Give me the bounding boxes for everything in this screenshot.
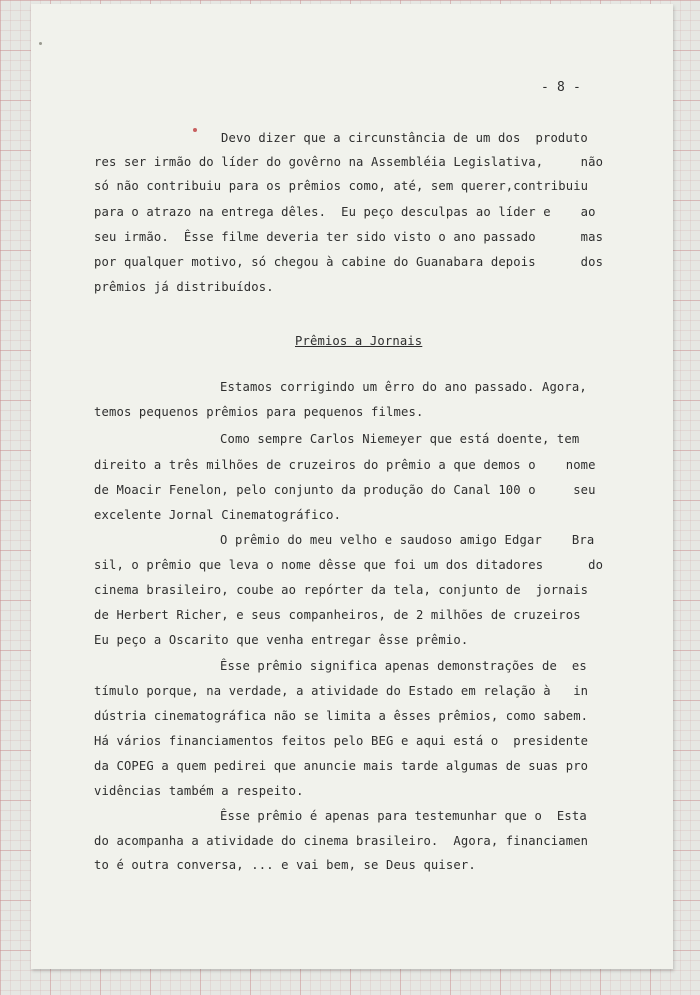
paragraph-6-line-3: to é outra conversa, ... e vai bem, se Deus quiser. [94, 858, 476, 872]
paragraph-5-line-6: vidências também a respeito. [94, 784, 304, 798]
paragraph-4-line-4: de Herbert Richer, e seus companheiros, de 2 milhões de cruzeiros [94, 608, 581, 622]
page-number: - 8 - [541, 80, 581, 95]
paragraph-3-line-4: excelente Jornal Cinematográfico. [94, 508, 342, 522]
paragraph-2-line-2: temos pequenos prêmios para pequenos filmes. [94, 405, 424, 419]
document-page [31, 4, 673, 969]
paragraph-4-line-5: Eu peço a Oscarito que venha entregar êsse prêmio. [94, 633, 469, 647]
paragraph-1-line-4: para o atrazo na entrega dêles. Eu peço desculpas ao líder e ao [94, 205, 596, 219]
paragraph-3-line-1: Como sempre Carlos Niemeyer que está doente, tem [220, 432, 580, 446]
paragraph-3-line-2: direito a três milhões de cruzeiros do prêmio a que demos o nome [94, 458, 596, 472]
paragraph-5-line-5: da COPEG a quem pedirei que anuncie mais tarde algumas de suas pro [94, 759, 589, 773]
paragraph-5-line-2: tímulo porque, na verdade, a atividade do Estado em relação à in [94, 684, 589, 698]
paragraph-2-line-1: Estamos corrigindo um êrro do ano passado. Agora, [220, 380, 587, 394]
paragraph-6-line-1: Êsse prêmio é apenas para testemunhar que o Esta [220, 809, 587, 823]
paragraph-1-line-5: seu irmão. Êsse filme deveria ter sido visto o ano passado mas [94, 230, 604, 244]
paragraph-5-line-1: Êsse prêmio significa apenas demonstrações de es [220, 659, 587, 673]
paragraph-5-line-4: Há vários financiamentos feitos pelo BEG e aqui está o presidente [94, 734, 589, 748]
paragraph-6-line-2: do acompanha a atividade do cinema brasileiro. Agora, financiamen [94, 834, 589, 848]
paragraph-1-line-3: só não contribuiu para os prêmios como, até, sem querer,contribuiu [94, 179, 589, 193]
paragraph-3-line-3: de Moacir Fenelon, pelo conjunto da produção do Canal 100 o seu [94, 483, 596, 497]
punch-hole-mark [39, 42, 42, 45]
section-title: Prêmios a Jornais [295, 334, 423, 348]
paragraph-5-line-3: dústria cinematográfica não se limita a êsses prêmios, como sabem. [94, 709, 589, 723]
red-ink-mark [193, 128, 197, 132]
paragraph-1-line-6: por qualquer motivo, só chegou à cabine do Guanabara depois dos [94, 255, 604, 269]
paragraph-4-line-3: cinema brasileiro, coube ao repórter da tela, conjunto de jornais [94, 583, 589, 597]
paragraph-4-line-1: O prêmio do meu velho e saudoso amigo Edgar Bra [220, 533, 595, 547]
paragraph-1-line-1: Devo dizer que a circunstância de um dos produto [221, 131, 588, 145]
paragraph-1-line-7: prêmios já distribuídos. [94, 280, 274, 294]
paragraph-1-line-2: res ser irmão do líder do govêrno na Assembléia Legislativa, não [94, 155, 604, 169]
paragraph-4-line-2: sil, o prêmio que leva o nome dêsse que foi um dos ditadores do [94, 558, 604, 572]
